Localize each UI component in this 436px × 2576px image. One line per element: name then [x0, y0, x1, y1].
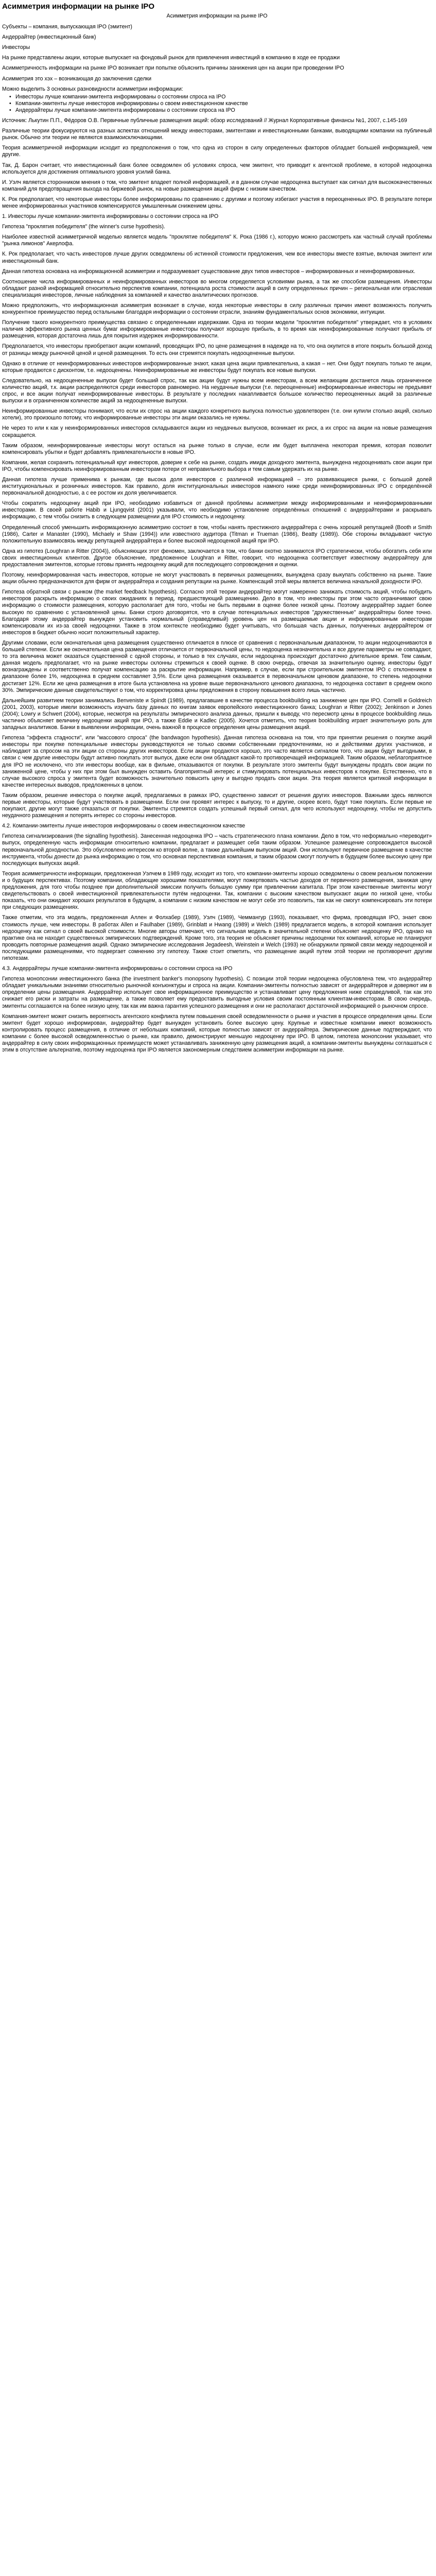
bullet-list-item — [9, 107, 432, 114]
paragraph: Поэтому, неинформированная часть инвесторов, которые не могут участвовать в первичных размещениях, вынуждена сразу выкупать собственно на рынке. Такие акции обычно предназначаются для фирм от андеррайтера и создания репутации на рынке. Компенсаций этой меры является величина начальной доходности IPO. — [2, 572, 432, 585]
paragraph: Наиболее известной асимметричной моделью является модель "проклятие победителя" К. Рока (1986 г.), которую можно рассмотреть как частный случай проблемы "рынка лимонов" Акерлофа. — [2, 234, 432, 247]
bullet-text: Андеррайтеры лучше компании-эмитента информированы о состоянии спроса на IPO — [15, 107, 235, 113]
paragraph: Асимметричность информации на рынке IPO возникает при попытке объяснить причины занижения цен на акции при проведении IPO — [2, 65, 344, 72]
paragraph: Теория асимметричной информации исходит из предположения о том, что одна из сторон в силу определенных факторов обладает большей информацией, чем другие. — [2, 145, 432, 158]
text-line: Инвесторы — [2, 44, 30, 51]
paragraph: К. Рок предполагает, что часть инвесторов лучше других осведомлены об истинной стоимости предложения, чем все инвесторы вместе взятые, включая эмитент или инвестиционный банк. — [2, 251, 432, 264]
page-subtitle: Асимметрия информации на рынке IPO — [166, 13, 268, 19]
paragraph: Гипотеза монопсонии инвестиционного банка (the investment banker's monopsony hypothesis). С позиции этой теории недооценка обусловлена тем, что андеррайтер обладает уникальными знаниями относительно рыночной конъюнктуры и спроса на акции. Компании-эмитенты полностью зависят от андеррайтеров и доверяют им в определении цены размещения. Андеррайтер использует свое информационное преимущество и устанавливает цену предложения ниже справедливой, так как это снижает его риски и затраты на размещение, а также позволяет ему предоставить выгодные условия своим постоянным клиентам-инвесторам. В свою очередь, эмитенты соглашаются на более низкую цену, так как им важна гарантия успешного размещения и они не располагают достаточной информацией о рыночном спросе. — [2, 976, 432, 1009]
paragraph: Компания-эмитент может снизить вероятность агентского конфликта путем повышения своей осведомленности о рынке и участия в процессе определения цены. Если эмитент будет хорошо информирован, андеррайтер будет вынужден установить более высокую цену. Крупные и известные компании имеют возможность контролировать процесс размещения, в отличие от небольших компаний, которые полностью зависят от андеррайтера. Эмпирические данные подтверждают, что компании с более высокой осведомленностью о рынке, как правило, демонстрируют меньшую недооценку при IPO. В целом, гипотеза монопсонии указывает, что андеррайтер в силу своих информационных преимуществ может устанавливать заниженную цену размещения акций, а компании-эмитенты вынуждены соглашаться с этим в отсутствие альтернатив, поэтому недооценка при IPO является закономерным следствием асимметрии информации на рынке. — [2, 1013, 432, 1054]
text-line: Можно выделить 3 основных разновидности асимметрии информации: — [2, 86, 183, 92]
text-line: 4.2. Компании-эмитенты лучше инвесторов информированы о своем инвестиционном качестве — [2, 823, 246, 829]
page-title: Асимметрия информации на рынке IPO — [2, 2, 155, 11]
paragraph: Так, Д. Барон считает, что инвестиционный банк более осведомлен об условиях спроса, чем эмитент, что приводит к агентской проблеме, в которой недооценка используется для достижения оптимального уровня усилий банка. — [2, 162, 432, 175]
paragraph: Теория асимметричности информации, предложенная Уэлчем в 1989 году, исходит из того, что компании-эмитенты хорошо осведомлены о своем реальном положении и о будущих перспективах. Поэтому компании, обладающие хорошими показателями, могут пожертвовать частью доходов от первичного размещения, занижая цену предложения, для того чтобы позднее при дополнительной эмиссии получить большую сумму при привлечении капитала. При этом качественные эмитенты могут свидетельствовать о своей инвестиционной привлекательности путём недооценки. Так, компании с высоким качеством выпускают акции по низкой цене, чтобы показать, что они ожидают хороших результатов в будущем, а компании с низким качеством не могут себе это позволить, так как не смогут компенсировать эти потери при следующих размещениях. — [2, 870, 432, 911]
text-line: Гипотеза "проклятия победителя" (the winner's curse hypothesis). — [2, 224, 165, 230]
paragraph: К. Рок предполагает, что некоторые инвесторы более информированы по сравнению с другими и поэтому избегают участия в переоцененных IPO. В результате потери менее информированных участников компенсируются умышленным снижением цены. — [2, 196, 432, 209]
paragraph: Другими словами, если окончательная цена размещения существенно отличается в плюсе от сравнения с первоначальным диапазоном, то акции недооцениваются в большей степени. Если же окончательная цена размещения отличается от первоначальной цены, то недооценка незначительна и все другие параметры не совпадают, то эта величина может оказаться существенной с одной стороны, и только в тех случаях, если недооценка происходит достаточно длительное время. Тем самым, данная модель предполагает, что на рынке инвесторы склонны стремиться к своей оценке. В свою очередь, отвечая за значительную оценку, инвесторы будут вознаграждены и соответственно получат компенсацию за раскрытие информации. Например, в случае, если при строительном эмитентом IPO с отклонением в диапазоне более 1%, недооценка в среднем составляет 3,5%. Если цена размещения оказывается в первоначальном ценовом диапазоне, то степень недооценки достигает 12%. Если же цена размещения в итоге была установлена на уровне выше первоначального ценового диапазона, то недооценка составит в среднем около 30%. Эмпирические данные свидетельствуют о том, что корректировка цены предложения в сторону повышения всего лишь частично. — [2, 639, 432, 693]
text-line: Асимметрия это хэх – возникающая до заключения сделки — [2, 75, 152, 82]
paragraph: Следовательно, на недооцененные выпуски будет больший спрос, так как акции будут нужны всем инвесторам, а всем желающим достанется лишь ограниченное количество акций, т.к. акции распределяются среди инвесторов равномерно. На неудачные выпуски (т.е. переоцененные) информированные инвесторы не предъявят спрос, и все акции получат неинформированные инвесторы. В результате у последних накапливается большое количество переоцененных акций за различные выпуски и в ограниченном количестве акций за недооцененные выпуски. — [2, 377, 432, 404]
text-line: 1. Инвесторы лучше компании-эмитента информированы о состоянии спроса на IPO — [2, 213, 219, 220]
paragraph: И. Уэлч является сторонником мнения о том, что эмитент владеет полной информацией, и в данном случае недооценка выступает как сигнал для высококачественных компаний для предотвращения выхода на биржевой рынок, на новые размещения акций фирм с низким качеством. — [2, 179, 432, 192]
paragraph: Данная гипотеза основана на информационной асимметрии и подразумевает существование двух типов инвесторов – информированных и неинформированных. — [2, 268, 415, 275]
bullet-list — [9, 94, 432, 114]
bullet-icon: • — [9, 107, 11, 113]
paragraph: Одна из гипотез (Loughran и Ritter (2004)), объясняющих этот феномен, заключается в том, что банки охотно занимаются IPO стратегически, чтобы обогатить себя или своих инвестиционных клиентов. Другое объяснение, предложенное Loughran и Ritter, говорит, что недооценка соответствует известному андеррайтеру для предоставления эмитентов, которые готовы принять недооценку акций для последующего сопровождения и оценки. — [2, 548, 432, 568]
text-line: 4.3. Андеррайтеры лучше компании-эмитента информированы о состоянии спроса на IPO — [2, 965, 233, 972]
paragraph: Гипотеза обратной связи с рынком (the market feedback hypothesis). Согласно этой теории андеррайтер могут намеренно занижать стоимость акций, чтобы побудить инвесторов раскрыть информацию о своих ожиданиях в период, предшествующий размещению. Дело в том, что инвесторы при этом часто ограничивают свою информацию о стоимости размещения, которую располагает для того, чтобы не быть первыми в оценке более низкой цены. Поэтому андеррайтер задает более высокую по сравнению с установленной цены. Банки строго договорятся, что в случае потенциальных инвесторов "дружественные" андеррайтеры более точно. Благодаря этому андеррайтер вынужден установить нормальный (справедливый) уровень цен на размещаемые акции и информированным инвесторам компенсировали их из-за своей недооценки. Также в этом контексте необходимо будет учитывать, что большая часть данных, полученных андеррайтером от инвесторов в бюджет обычно носит положительный характер. — [2, 589, 432, 636]
paragraph: Однако в отличие от неинформированных инвесторов информированные знают, какая цена акции привлекательна, а какая – нет. Они будут покупать только те акции, которые продаются с дисконтом, т.е. недооценены. Неинформированные же инвесторы будут покупать все новые выпуски. — [2, 360, 432, 374]
paragraph: Данная гипотеза лучше применима к рынкам, где высока доля инвесторов с различной информацией – это развивающиеся рынки, с большой долей институциональных и розничных инвесторов. Как правило, доля институциональных инвесторов намного ниже среди неинформированных IPO с определённой первоначальной доходностью, а с ее ростом их доля увеличивается. — [2, 476, 432, 497]
paragraph: Предполагается, что инвесторы приобретают акции компаний, проводящих IPO, по цене размещения в надежде на то, что она окупится в итоге покрыть большой доход от разницы между рыночной ценой и ценой размещения. То есть они стремятся покупать недооцененные выпуски. — [2, 343, 432, 357]
text-line: Субъекты – компания, выпускающая IPO (эмитент) — [2, 24, 132, 30]
paragraph: Гипотеза сигнализирования (the signalling hypothesis). Занесенная недооценка IPO – часть стратегического плана компании. Дело в том, что неформально «переводит» выпуск, определенную часть информации относительно компании, предлагает и размещает себя таким образом. Успешное размещение сопровождается высокой первоначальной доходностью. Это обусловлено интересом ко второй волне, а также дальнейшим выпуском акций. Они используют первичное размещение в качестве инструмента, чтобы донести до рынка информацию о том, что основная перспективная компания, и таким образом смогут получить в будущем более высокую цену при последующих выпусках акций. — [2, 833, 432, 867]
paragraph: Различные теории фокусируются на разных аспектах отношений между инвесторами, эмитентами и инвестиционными банками, выводящими компании на публичный рынок. Обычно эти теории не являются взаимоисключающими. — [2, 128, 432, 141]
paragraph: Чтобы сократить недооценку акций при IPO, необходимо избавиться от данной проблемы асимметрии между информированными и неинформированными инвесторами. В своей работе Habib и Ljungqvist (2001) указывали, что необходимо установление определённых отношений с андеррайтерами и раскрывать информацию, с тем чтобы снизить в следующем размещении для IPO стоимость и недооценку. — [2, 500, 432, 520]
paragraph: Таким образом, решение инвестора о покупке акций, предлагаемых в рамках IPO, существенно зависит от решения других инвесторов. Важными здесь являются первые инвесторы, которые будут участвовать в размещении. Если они проявят интерес к выпуску, то и другие, скорее всего, будут тоже покупать. Если первые не покупают, другие могут также отказаться от покупки. Эмитенты стремятся создать успешный первый сигнал, для чего используют недооценку, чтобы не допустить неудачного размещения и потерять интерес со стороны инвесторов. — [2, 792, 432, 819]
paragraph: Также отметим, что эта модель, предложенная Аллен и Фолхабер (1989), Уэлч (1989), Чеммангур (1993), показывает, что фирма, проводящая IPO, знает свою стоимость лучше, чем инвесторы. В работах Allen и Faulhaber (1989), Grinblatt и Hwang (1989) и Welch (1989) предлагается модель, в которой компания использует недооценку как сигнал о своей высокой стоимости. Многие авторы отмечают, что сигнальная модель в значительной степени объясняет недооценку IPO, однако на практике она не находит существенных эмпирических подтверждений. Кроме того, эта теория не объясняет причины недооценки тех компаний, которые не планируют проводить повторные размещения акций. Однако эмпирические исследования Jegadeesh, Weinstein и Welch (1993) не обнаружили прямой связи между недооценкой и последующими размещениями, что подвергает сомнению эту гипотезу. Также стоит отметить, что размещение акций путем этой теории не противоречит другим гипотезам. — [2, 914, 432, 961]
bullet-list-item — [9, 100, 432, 107]
paragraph: Не через то или к как у неинформированных инвесторов складываются акции из неудачных выпусков, возникает их риск, а их спрос на акции на новые размещения сокращается. — [2, 425, 432, 438]
paragraph: Компании, желая сохранить потенциальный круг инвесторов, доверие к себе на рынке, создать имидж доходного эмитента, вынуждена недооценивать свои акции при IPO, чтобы компенсировать неинформированным инвесторам потери от неправильного выбора и тем самым удержать их на рынке. — [2, 459, 432, 472]
paragraph: Получение такого конкурентного преимущества связано с определенными издержками. Одна из теории модели "проклятия победителя" утверждает, что в условиях наличия эффективного рынка ценных бумаг информированные инвесторы получают хорошую прибыль, в то время как неинформированные получают прибыль от размещения, которая достаточна лишь для покрытия издержек информированности. — [2, 319, 432, 340]
bullet-list-item — [9, 94, 432, 100]
paragraph: Гипотеза "эффекта стадности", или "массового спроса" (the bandwagon hypothesis). Данная гипотеза основана на том, что при принятии решения о покупке акций инвесторы при покупке потенциальные инвесторы руководствуются не только своими собственными предпочтениями, но и действиями других участников, и наблюдают за спросом на эти акции со стороны других инвесторов. Если акции продаются хорошо, это часто является сигналом того, что акции будут выгодными, в связи с чем другие инвесторы будут активно покупать этот выпуск, даже если они обладают какой-то противоречащей информацией. Таким образом, неблагоприятное для IPO не исключено, что эти инвесторы вообще, как в фильме, отказываются от покупки. В результате этого эмитенты будут вынуждены продать свои акции по заниженной цене, чтобы у них при этом был вынужден оставить благоприятный интерес и стимулировать потенциальных инвесторов к покупке. Естественно, что в случае высокого спроса у эмитента будет возможность значительно повысить цену и выгодно продать свои акции. Эта теория является критикой информации в качестве интересных выводов, предложенных в целом. — [2, 735, 432, 788]
paragraph: На рынке представлены акции, которые выпускает на фондовый рынок для привлечения инвестиций в компанию в ходе ее продажи — [2, 55, 340, 61]
bullet-text: Инвесторы лучше компании-эмитента информированы о состоянии спроса на IPO — [15, 93, 226, 100]
document-body — [2, 24, 432, 1054]
text-line: Андеррайтер (инвестиционный банк) — [2, 34, 96, 41]
paragraph: Можно предположить, что информационная асимметрия возникает в случае, когда некоторые инвесторы в силу различных причин имеют возможность получить конкурентное преимущество перед остальными благодаря информации о состоянии отрасли, знаниям фундаментальных основ экономики, интуиции. — [2, 302, 432, 316]
paragraph: Неинформированные инвесторы понимают, что если их спрос на акции каждого конкретного выпуска полностью удовлетворен (т.е. они купили столько акций, сколько хотели), это произошло потому, что информированные инвесторы эти акции оказались не нужны. — [2, 408, 432, 421]
paragraph: Дальнейшим развитием теории занимались Benveniste и Spindt (1989), предлагавшие в качестве процесса bookbuilding на занижение цен при IPO. Cornelli и Goldreich (2001, 2003), которые имели возможность изучать базу данных по книгам заявок европейского инвестиционного банка; Loughran и Ritter (2002); Jenkinson и Jones (2004); Lowry и Schwert (2004), которые, несмотря на результаты эмпирического анализа данных, пришли к выводу, что пересмотр цены в процессе bookbuilding лишь частично объясняет величину недооценки акций при IPO, а также Eddie и Kadlec (2005). Хочется отметить, что теория bookbuilding играет значительную роль для западных аналитиков. Банки в выявлении информации, очень важной в процессе определения цены размещения акций. — [2, 697, 432, 731]
paragraph: Определенный способ уменьшить информационную асимметрию состоит в том, чтобы нанять престижного андеррайтера с очень хорошей репутацией (Booth и Smith (1986), Carter и Manaster (1990), Michaely и Shaw (1994)) или известного аудитора (Titman и Trueman (1986), Beatty (1989)). Обе стороны вкладывают чистую положительную взаимосвязь между репутацией андеррайтера и более высокой недооценкой акций при IPO. — [2, 524, 432, 544]
paragraph: Таким образом, неинформированные инвесторы могут остаться на рынке только в случае, если им будет выплачена некоторая премия, которая позволит компенсировать убытки и будет добавлять привлекательности в новые IPO. — [2, 442, 432, 455]
bullet-icon: • — [9, 100, 11, 107]
bullet-icon: • — [9, 93, 11, 100]
bullet-text: Компании-эмитенты лучше инвесторов информированы о своем инвестиционном качестве — [15, 100, 248, 107]
document — [0, 0, 436, 1054]
paragraph: Соотношение числа информированных и неинформированных инвесторов во многом определяется условиями рынка, а так же способом размещения. Инвесторы обладают разной информацией относительно перспектив компании, потенциала роста стоимости акций в силу определенных причин – региональная или отраслевая специализация инвесторов, личные наблюдения за компанией и качество аналитических прогнозов. — [2, 278, 432, 298]
paragraph: Источник: Лькутин П.П., Фёдоров О.В. Первичные публичные размещения акций: обзор исследований // Журнал Корпоративные финансы №1, 2007, с.145-169 — [2, 117, 407, 124]
